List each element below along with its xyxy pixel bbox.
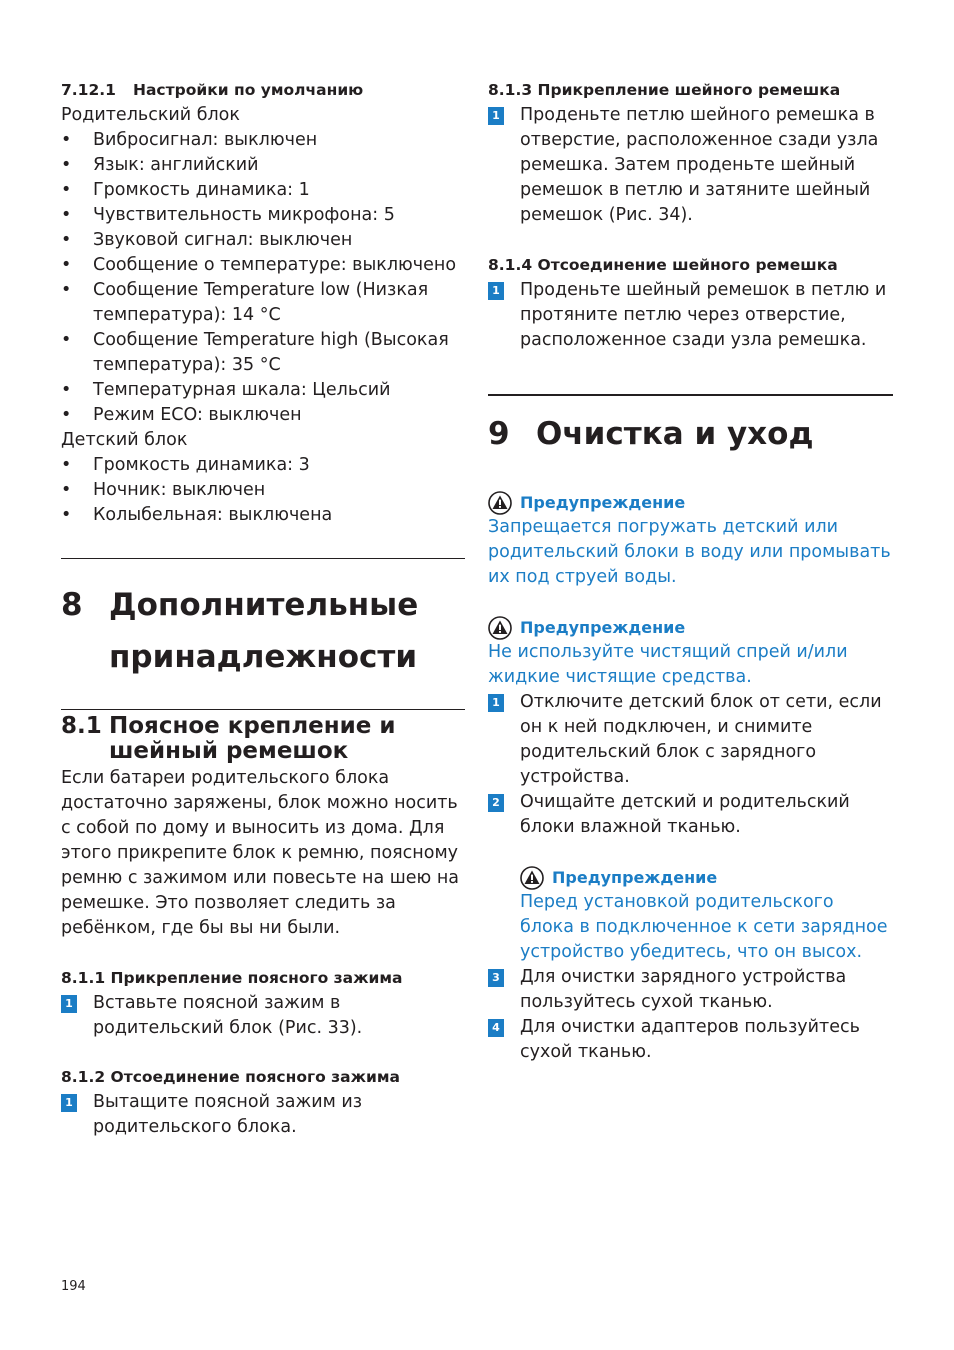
left-column <box>61 78 465 1140</box>
warning-block <box>488 490 893 590</box>
child-defaults-list <box>61 453 465 528</box>
chapter-8-rule <box>61 558 465 559</box>
warning-heading <box>520 865 893 890</box>
step-text: Очищайте детский и родительский блоки влажной тканью. <box>520 792 850 837</box>
step-number-badge: 3 <box>488 969 504 987</box>
step-number-badge: 1 <box>61 1094 77 1112</box>
step-text: Отключите детский блок от сети, если он к ней подключен, и снимите родительский блок с зарядного устройства. <box>520 692 882 787</box>
step-text: Для очистки адаптеров пользуйтесь сухой тканью. <box>520 1017 860 1062</box>
warning-title: Предупреждение <box>520 618 686 637</box>
list-item: • Сообщение Temperature high (Высокая температура): 35 °C <box>61 328 465 378</box>
list-item: • Язык: английский <box>61 153 465 178</box>
list-item: • Ночник: выключен <box>61 478 465 503</box>
child-unit-label: Детский блок <box>61 430 188 450</box>
step-item <box>488 790 893 840</box>
step-number-badge: 2 <box>488 794 504 812</box>
subsection-7-12-1-heading <box>61 78 465 103</box>
subsection-8-1-1-heading: 8.1.1 Прикрепление поясного зажима <box>61 969 403 987</box>
warning-block <box>488 615 893 690</box>
section-title: Поясное крепление и шейный ремешок <box>109 713 396 764</box>
list-item: • Звуковой сигнал: выключен <box>61 228 465 253</box>
step-text: Вставьте поясной зажим в родительский блок (Рис. 33). <box>93 993 363 1038</box>
step-number-badge: 1 <box>488 694 504 712</box>
list-item: • Температурная шкала: Цельсий <box>61 378 465 403</box>
step-item <box>488 1015 893 1065</box>
section-8-1-heading <box>61 714 465 764</box>
section-number: 8.1 <box>61 713 102 739</box>
warning-text: Не используйте чистящий спрей и/или жидкие чистящие средства. <box>488 642 848 687</box>
step-text: Для очистки зарядного устройства пользуйтесь сухой тканью. <box>520 967 847 1012</box>
warning-triangle-icon <box>520 866 544 890</box>
chapter-title: Очистка и уход <box>536 416 814 452</box>
step-item <box>488 965 893 1015</box>
step-number-badge: 1 <box>488 282 504 300</box>
step-text: Проденьте шейный ремешок в петлю и протяните петлю через отверстие, расположенное сзади узла ремешка. <box>520 280 887 350</box>
step-text: Проденьте петлю шейного ремешка в отверстие, расположенное сзади узла ремешка. Затем проденьте шейный ремешок в петлю и затяните шейный ремешок (Рис. 34). <box>520 105 879 225</box>
subsection-8-1-2-heading: 8.1.2 Отсоединение поясного зажима <box>61 1068 400 1086</box>
step-item <box>488 103 893 228</box>
parent-unit-label: Родительский блок <box>61 105 240 125</box>
section-8-1-body: Если батареи родительского блока достаточно заряжены, блок можно носить с собой по дому и выносить из дома. Для этого прикрепите блок к ремню, поясному ремню с зажимом или повесьте на шею на ремешке. Это позволяет следить за ребёнком, где бы вы ни были. <box>61 768 459 938</box>
list-item: • Чувствительность микрофона: 5 <box>61 203 465 228</box>
step-item <box>61 991 465 1041</box>
step-text: Вытащите поясной зажим из родительского блока. <box>93 1092 363 1137</box>
step-number-badge: 1 <box>488 107 504 125</box>
chapter-number: 8 <box>61 587 83 623</box>
step-number-badge: 4 <box>488 1019 504 1037</box>
list-item: • Вибросигнал: выключен <box>61 128 465 153</box>
step-item <box>61 1090 465 1140</box>
subsection-number: 7.12.1 <box>61 81 116 99</box>
warning-title: Предупреждение <box>552 868 718 887</box>
list-item: • Колыбельная: выключена <box>61 503 465 528</box>
subsection-8-1-3-heading: 8.1.3 Прикрепление шейного ремешка <box>488 81 841 99</box>
warning-text: Запрещается погружать детский или родительский блоки в воду или промывать их под струей воды. <box>488 517 891 587</box>
right-column <box>488 78 893 1065</box>
list-item: • Громкость динамика: 3 <box>61 453 465 478</box>
warning-block <box>488 865 893 965</box>
warning-heading <box>488 615 893 640</box>
chapter-number: 9 <box>488 416 510 452</box>
step-number-badge: 1 <box>61 995 77 1013</box>
page-number: 194 <box>61 1279 86 1294</box>
subsection-title: Настройки по умолчанию <box>133 81 364 99</box>
step-item <box>488 690 893 790</box>
warning-title: Предупреждение <box>520 493 686 512</box>
chapter-title: Дополнительные принадлежности <box>109 587 419 675</box>
warning-text: Перед установкой родительского блока в подключенное к сети зарядное устройство убедитесь, что он высох. <box>520 892 888 962</box>
list-item: • Сообщение Temperature low (Низкая температура): 14 °C <box>61 278 465 328</box>
chapter-9-heading <box>488 408 893 460</box>
list-item: • Громкость динамика: 1 <box>61 178 465 203</box>
warning-triangle-icon <box>488 491 512 515</box>
warning-triangle-icon <box>488 616 512 640</box>
chapter-8-heading <box>61 579 465 683</box>
subsection-8-1-4-heading: 8.1.4 Отсоединение шейного ремешка <box>488 256 838 274</box>
warning-heading <box>488 490 893 515</box>
step-item <box>488 278 893 353</box>
parent-defaults-list <box>61 128 465 428</box>
section-8-1-rule <box>61 709 465 710</box>
list-item: • Сообщение о температуре: выключено <box>61 253 465 278</box>
list-item: • Режим ECO: выключен <box>61 403 465 428</box>
chapter-9-rule <box>488 394 893 396</box>
